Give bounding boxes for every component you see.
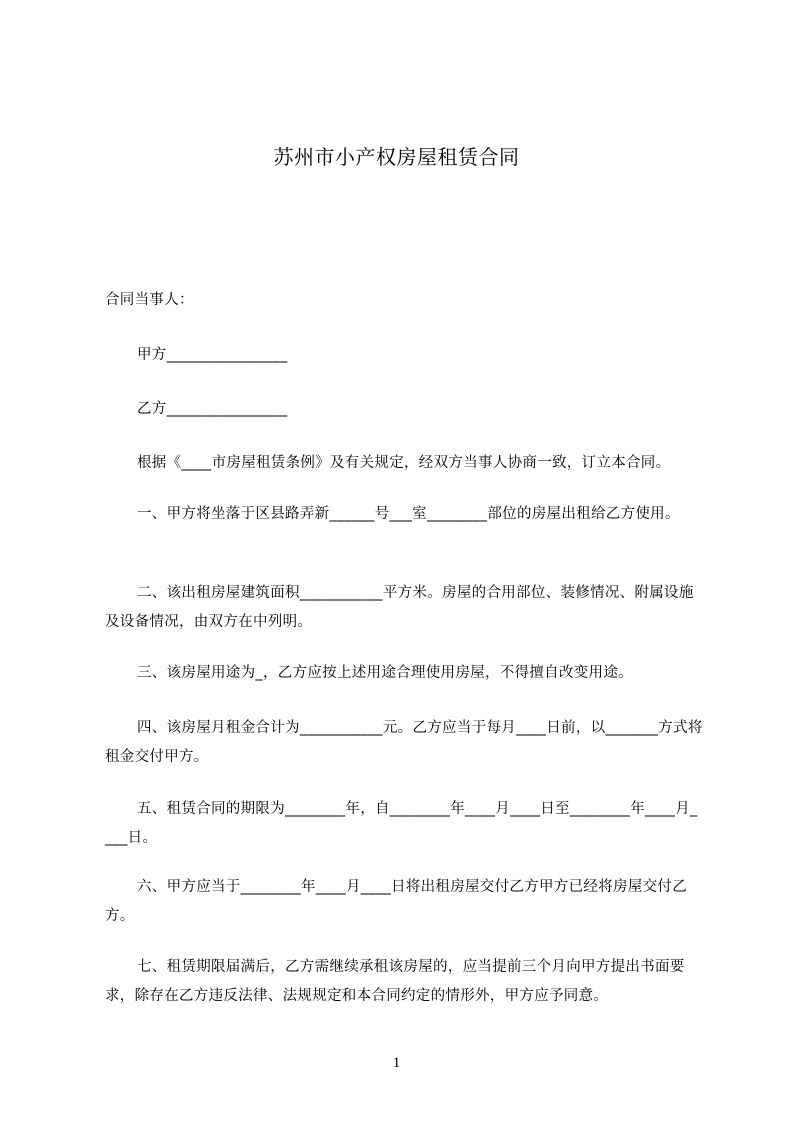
party-a-line: 甲方________________ xyxy=(137,347,288,363)
document-title: 苏州市小产权房屋租赁合同 xyxy=(273,145,520,169)
intro-paragraph: 根据《____市房屋租赁条例》及有关规定，经双方当事人协商一致，订立本合同。 xyxy=(137,455,671,471)
party-b-line: 乙方________________ xyxy=(137,401,288,417)
clause-4: 四、该房屋月租金合计为___________元。乙方应当于每月____日前，以_______方式将租金交付甲方。 xyxy=(105,720,703,765)
clause-6: 六、甲方应当于________年____月____日将出租房屋交付乙方甲方已经将房屋交付乙方。 xyxy=(105,879,687,924)
clause-1: 一、甲方将坐落于区县路弄新______号___室________部位的房屋出租给乙方使用。 xyxy=(137,506,680,522)
clause-3: 三、该房屋用途为_，乙方应按上述用途合理使用房屋，不得擅自改变用途。 xyxy=(137,665,633,681)
clause-5: 五、租赁合同的期限为________年，自________年____月____日至________年____月____日。 xyxy=(105,801,698,846)
clause-2: 二、该出租房屋建筑面积___________平方米。房屋的合用部位、装修情况、附属设施及设备情况，由双方在中列明。 xyxy=(105,585,694,630)
parties-heading: 合同当事人： xyxy=(105,292,194,308)
page-number: 1 xyxy=(392,1055,401,1071)
clause-7: 七、租赁期限届满后，乙方需继续承租该房屋的，应当提前三个月向甲方提出书面要求，除存在乙方违反法律、法规规定和本合同约定的情形外，甲方应予同意。 xyxy=(105,959,685,1004)
